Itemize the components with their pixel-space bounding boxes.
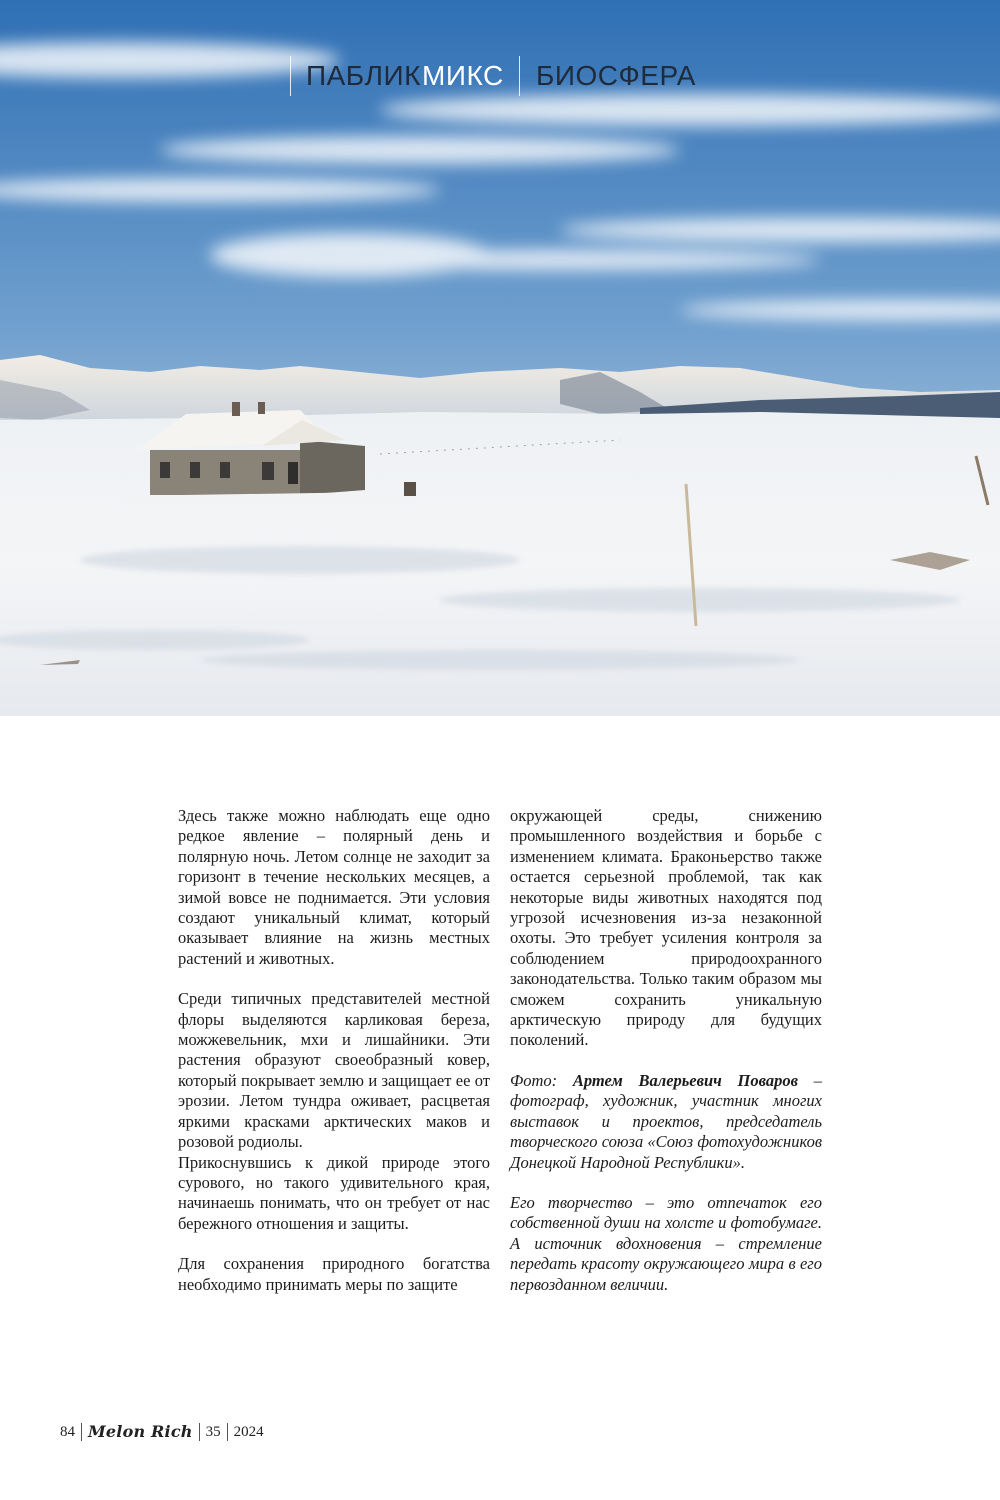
section-label-pablik: ПАБЛИК (306, 60, 421, 91)
hero-photo (0, 0, 1000, 716)
section-label-miks: МИКС (422, 60, 504, 91)
credit-prefix: Фото: (510, 1070, 573, 1090)
page-footer (60, 1419, 264, 1443)
footer-divider (199, 1423, 200, 1441)
photographer-quote: Его творчество – это отпечаток его собственной души на холсте и фотобумаге. А источник вдохновения – стремление передать красоту окружающего мира в его первозданном величии. (510, 1192, 822, 1294)
article-column-left (178, 806, 490, 1295)
magazine-brand: Melon Rich (88, 1421, 193, 1441)
paragraph: окружающей среды, снижению промышленного воздействия и борьбе с изменением климата. Браконьерство также остается серьезной проблемой, так как некоторые виды животных находятся под угрозой исчезновения из-за незаконной охоты. Это требует усиления контроля за соблюдением природоохранного законодательства. Только таким образом мы сможем сохранить уникальную арктическую природу для будущих поколений. (510, 806, 822, 1050)
paragraph: Прикоснувшись к дикой природе этого сурового, но такого удивительного края, начинаешь понимать, что он требует от нас бережного отношения и защиты. (178, 1152, 490, 1233)
issue-number: 35 (205, 1423, 221, 1440)
header-divider (290, 56, 291, 96)
paragraph: Здесь также можно наблюдать еще одно редкое явление – полярный день и полярную ночь. Летом солнце не заходит за горизонт в течение нескольких месяцев, а зимой вовсе не поднимается. Эти условия создают уникальный климат, который оказывает влияние на жизнь местных растений и животных. (178, 806, 490, 968)
issue-year: 2024 (233, 1423, 264, 1440)
credit-description: – фотограф, художник, участник многих выставок и проектов, председатель творческого союза «Союз фотохудожников Донецкой Народной Республики». (510, 1070, 822, 1172)
section-label-biosfera: БИОСФЕРА (536, 60, 696, 91)
photo-credit (510, 1071, 822, 1173)
section-header (0, 52, 1000, 102)
footer-divider (227, 1423, 228, 1441)
article-column-right (510, 806, 822, 1295)
paragraph: Среди типичных представителей местной флоры выделяются карликовая береза, можжевельник, мхи и лишайники. Эти растения образуют своеобразный ковер, который покрывает землю и защищает ее от эрозии. Летом тундра оживает, расцветая яркими красками арктических маков и розовой родиолы. (178, 989, 490, 1152)
header-divider (519, 56, 520, 96)
photographer-name: Артем Валерьевич Поваров (572, 1070, 799, 1090)
footer-divider (81, 1423, 82, 1441)
paragraph: Для сохранения природного богатства необходимо принимать меры по защите (178, 1254, 490, 1294)
page-number: 84 (60, 1423, 75, 1440)
